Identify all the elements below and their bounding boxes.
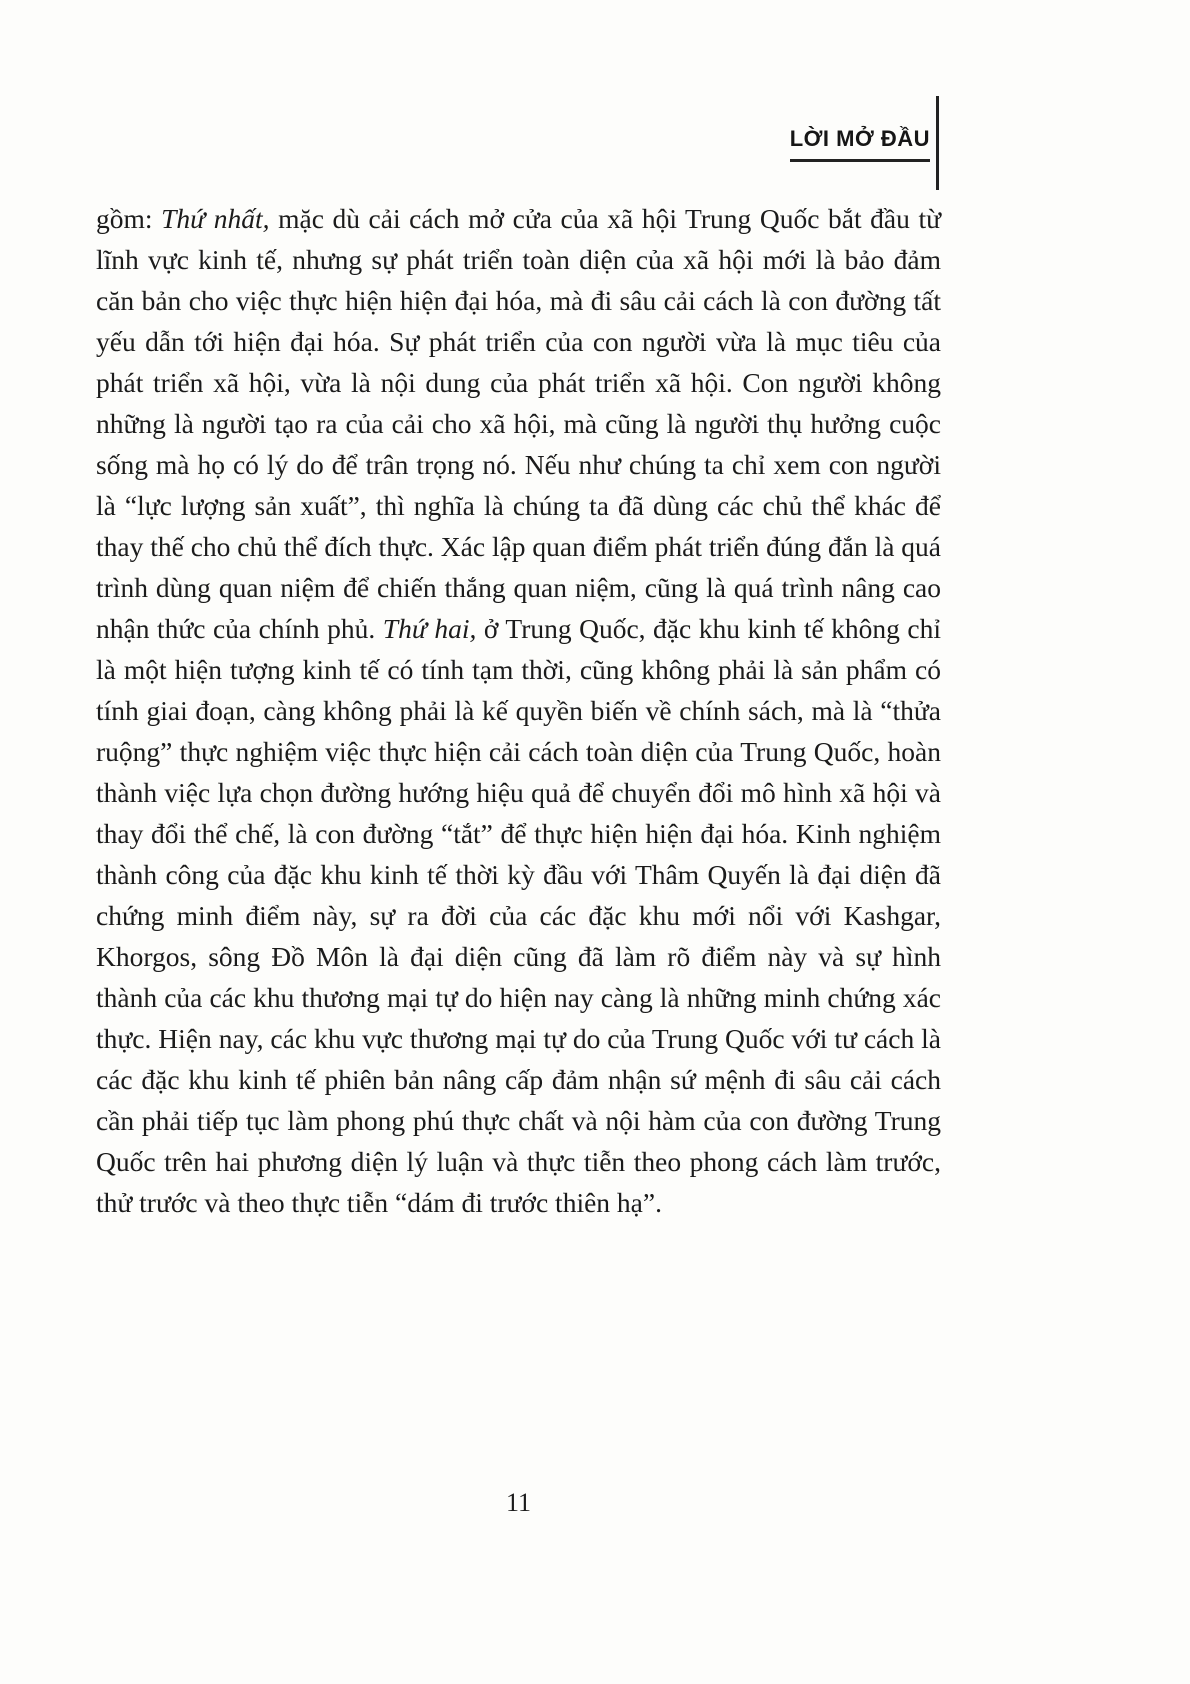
running-header-title: LỜI MỞ ĐẦU — [790, 126, 930, 162]
body-paragraph — [96, 198, 941, 1223]
page-number: 11 — [505, 1488, 532, 1517]
header-vertical-rule — [936, 96, 939, 190]
text-segment: ở Trung Quốc, đặc khu kinh tế không chỉ là một hiện tượng kinh tế có tính tạm thời, cũng không phải là sản phẩm có tính giai đoạn, càng không phải là kế quyền biến về chính sách, mà là “thửa ruộng” thực nghiệm việc thực hiện cải cách toàn diện của Trung Quốc, hoàn thành việc lựa chọn đường hướng hiệu quả để chuyển đổi mô hình xã hội và thay đổi thể chế, là con đường “tắt” để thực hiện hiện đại hóa. Kinh nghiệm thành công của đặc khu kinh tế thời kỳ đầu với Thâm Quyến là đại diện đã chứng minh điểm này, sự ra đời của các đặc khu mới nổi với Kashgar, Khorgos, sông Đồ Môn là đại diện cũng đã làm rõ điểm này và sự hình thành của các khu thương mại tự do hiện nay càng là những minh chứng xác thực. Hiện nay, các khu vực thương mại tự do của Trung Quốc với tư cách là các đặc khu kinh tế phiên bản nâng cấp đảm nhận sứ mệnh đi sâu cải cách cần phải tiếp tục làm phong phú thực chất và nội hàm của con đường Trung Quốc trên hai phương diện lý luận và thực tiễn theo phong cách làm trước, thử trước và theo thực tiễn “dám đi trước thiên hạ”. — [96, 613, 941, 1218]
text-segment: gồm: — [96, 203, 162, 234]
text-segment: mặc dù cải cách mở cửa của xã hội Trung Quốc bắt đầu từ lĩnh vực kinh tế, nhưng sự phát triển toàn diện của xã hội mới là bảo đảm căn bản cho việc thực hiện hiện đại hóa, mà đi sâu cải cách là con đường tất yếu dẫn tới hiện đại hóa. Sự phát triển của con người vừa là mục tiêu của phát triển xã hội, vừa là nội dung của phát triển xã hội. Con người không những là người tạo ra của cải cho xã hội, mà cũng là người thụ hưởng cuộc sống mà họ có lý do để trân trọng nó. Nếu như chúng ta chỉ xem con người là “lực lượng sản xuất”, thì nghĩa là chúng ta đã dùng các chủ thể khác để thay thế cho chủ thể đích thực. Xác lập quan điểm phát triển đúng đắn là quá trình dùng quan niệm để chiến thắng quan niệm, cũng là quá trình nâng cao nhận thức của chính phủ. — [96, 203, 942, 644]
italic-text-segment: Thứ nhất, — [161, 203, 270, 234]
italic-text-segment: Thứ hai, — [382, 613, 477, 644]
